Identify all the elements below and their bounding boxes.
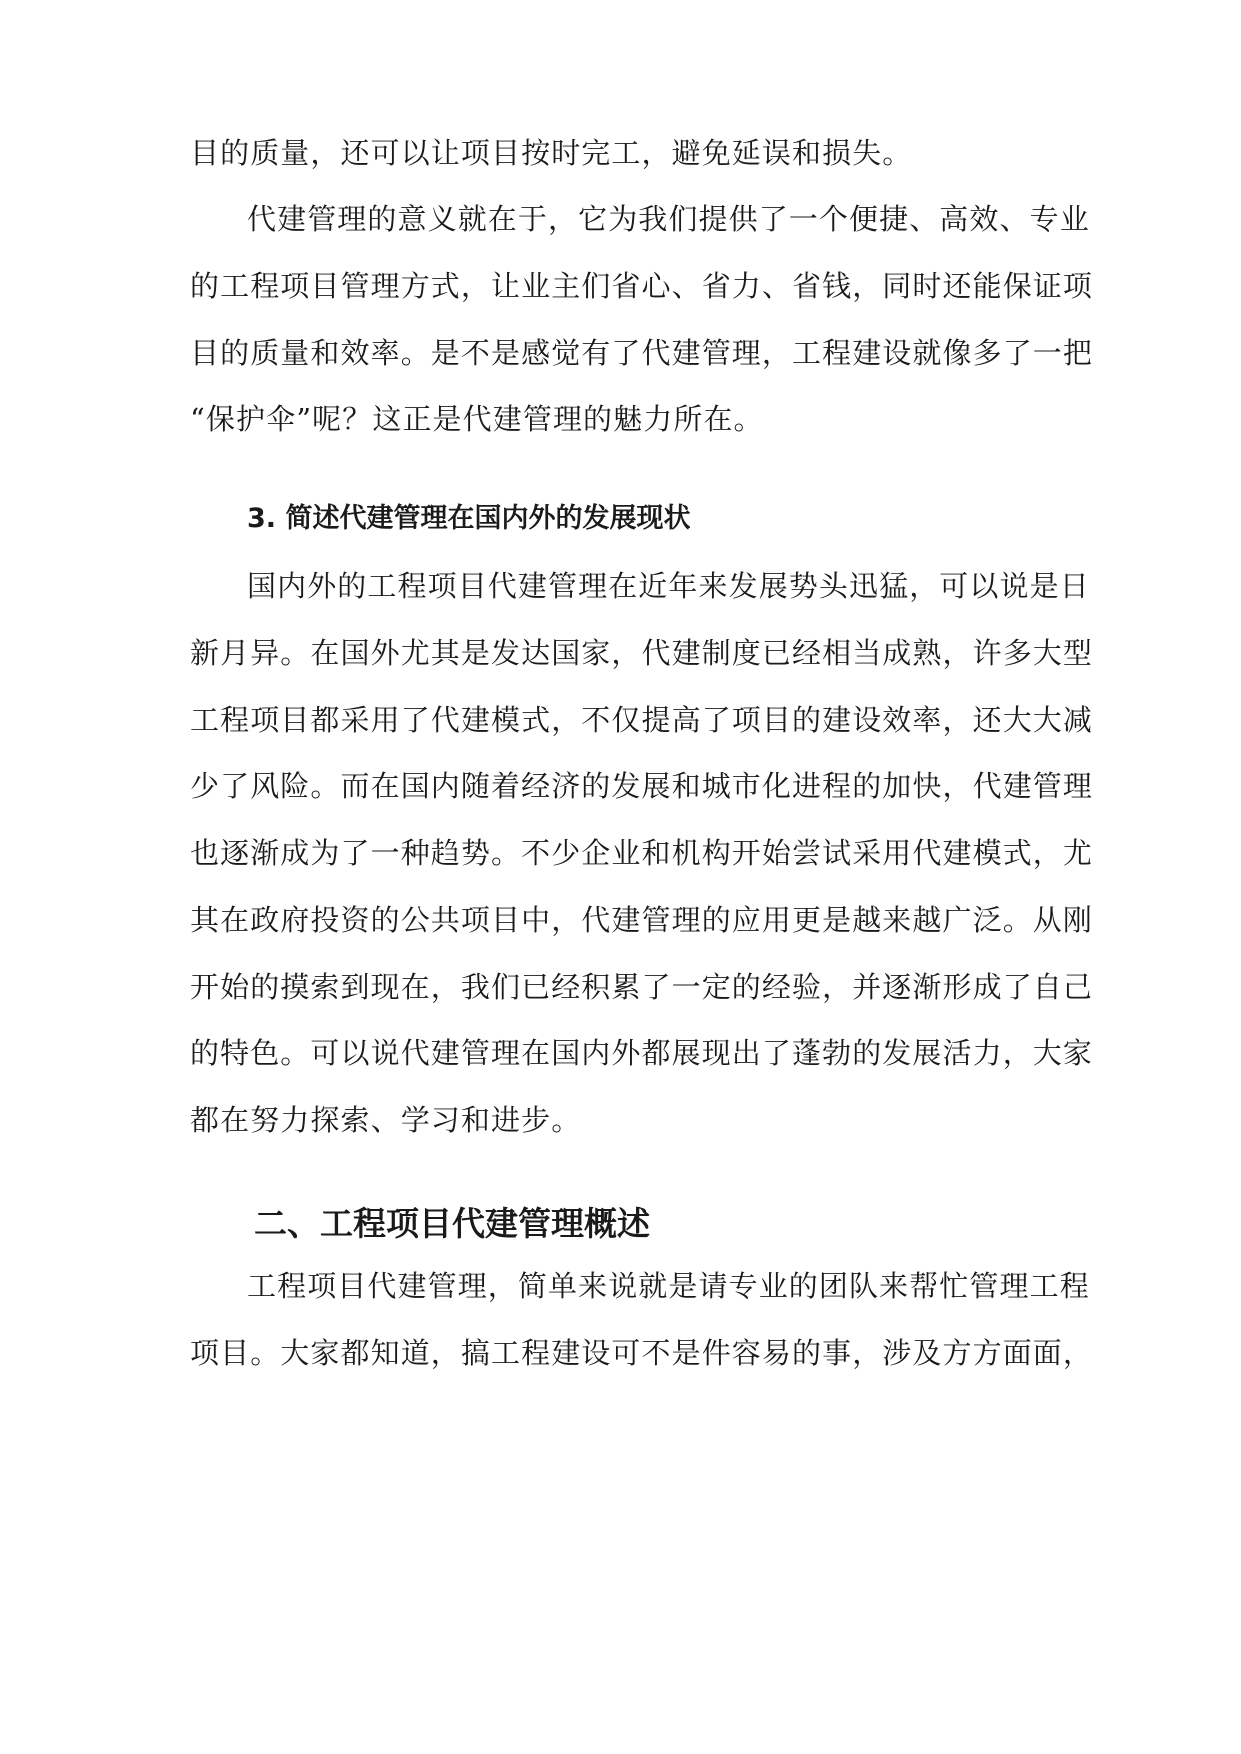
paragraph-line: 少了风险。而在国内随着经济的发展和城市化进程的加快，代建管理 [190, 769, 1094, 803]
paragraph-line: 都在努力探索、学习和进步。 [190, 1103, 582, 1137]
paragraph-line: 国内外的工程项目代建管理在近年来发展势头迅猛，可以说是日 [247, 569, 1090, 603]
paragraph-line: 新月异。在国外尤其是发达国家，代建制度已经相当成熟，许多大型 [190, 636, 1094, 670]
paragraph-line: 目的质量，还可以让项目按时完工，避免延误和损失。 [190, 136, 913, 170]
paragraph-line: 工程项目都采用了代建模式，不仅提高了项目的建设效率，还大大减 [190, 703, 1094, 737]
chapter-heading: 二、工程项目代建管理概述 [254, 1204, 650, 1243]
paragraph-line: 代建管理的意义就在于，它为我们提供了一个便捷、高效、专业 [247, 202, 1090, 236]
paragraph-line: 项目。大家都知道，搞工程建设可不是件容易的事，涉及方方面面， [190, 1336, 1094, 1370]
paragraph-line: 的工程项目管理方式，让业主们省心、省力、省钱，同时还能保证项 [190, 269, 1094, 303]
paragraph-line: 开始的摸索到现在，我们已经积累了一定的经验，并逐渐形成了自己 [190, 970, 1094, 1004]
paragraph-line: 也逐渐成为了一种趋势。不少企业和机构开始尝试采用代建模式，尤 [190, 836, 1094, 870]
paragraph-line: 其在政府投资的公共项目中，代建管理的应用更是越来越广泛。从刚 [190, 903, 1094, 937]
paragraph-line: “保护伞”呢？这正是代建管理的魅力所在。 [190, 402, 764, 436]
section-heading: 3. 简述代建管理在国内外的发展现状 [247, 503, 691, 534]
paragraph-line: 工程项目代建管理，简单来说就是请专业的团队来帮忙管理工程 [247, 1269, 1090, 1303]
paragraph-line: 的特色。可以说代建管理在国内外都展现出了蓬勃的发展活力，大家 [190, 1036, 1094, 1070]
paragraph-line: 目的质量和效率。是不是感觉有了代建管理，工程建设就像多了一把 [190, 336, 1094, 370]
